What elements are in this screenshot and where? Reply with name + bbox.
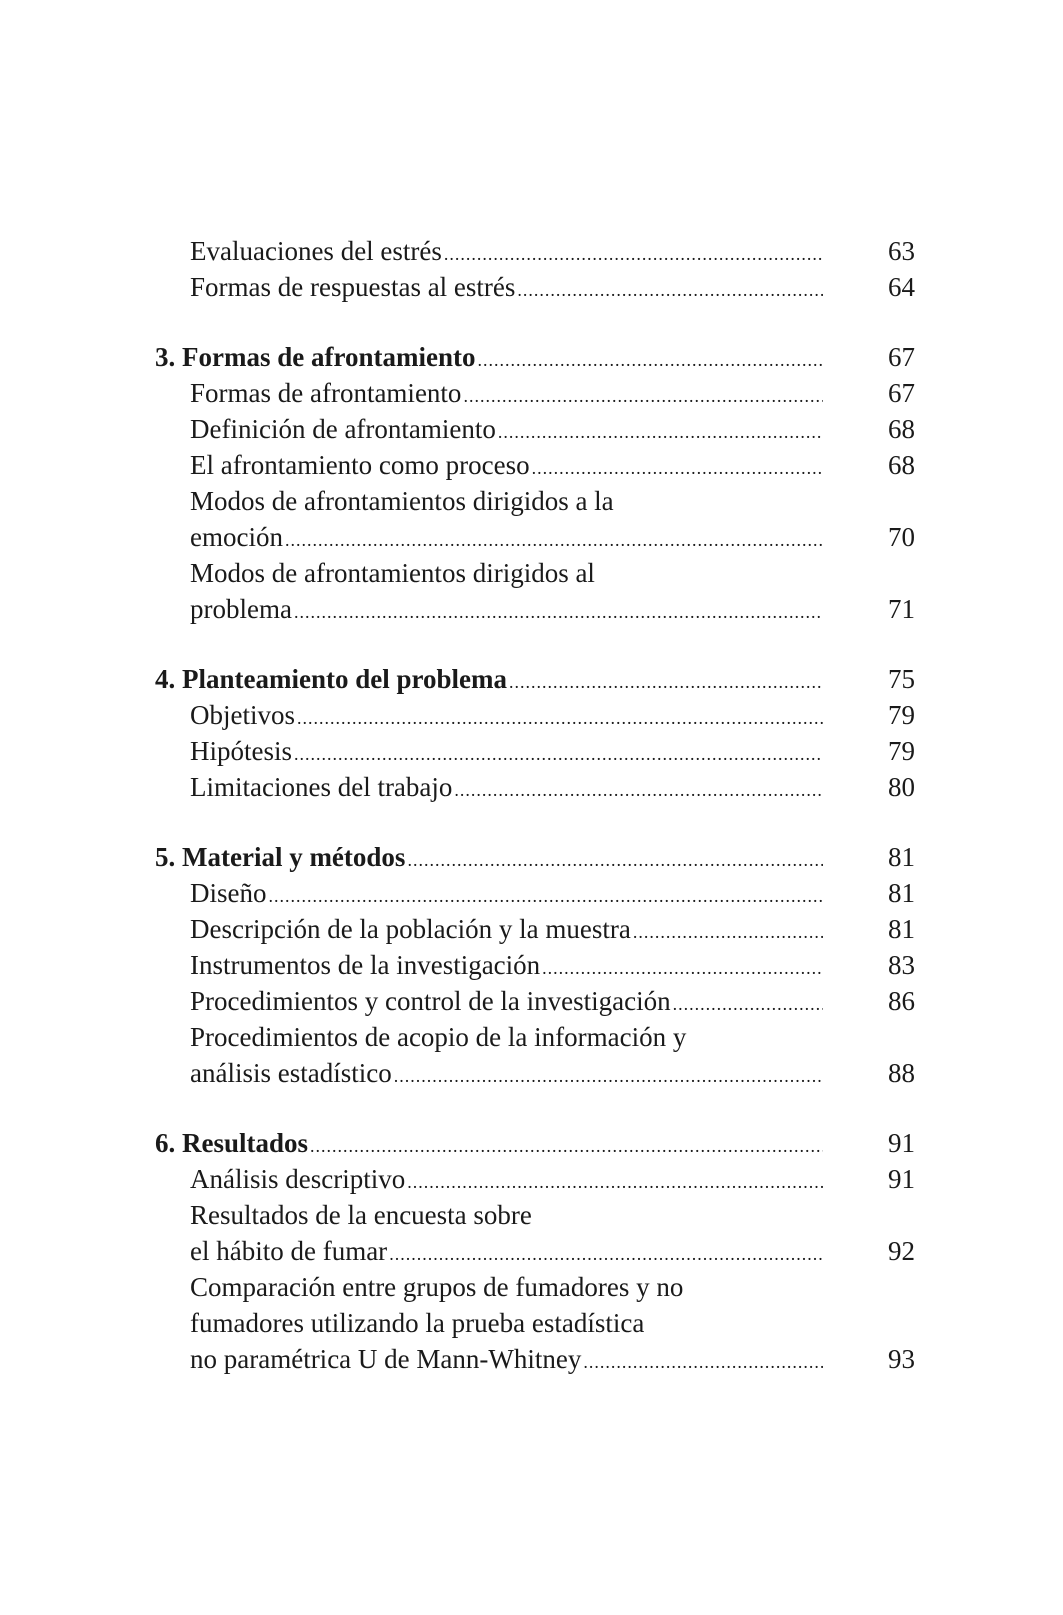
toc-entry-title: Diseño — [190, 878, 267, 908]
dot-leader — [454, 772, 823, 808]
toc-entry-title: Instrumentos de la investigación — [190, 950, 541, 980]
dot-leader — [294, 594, 823, 630]
toc-page-number: 91 — [888, 1128, 915, 1158]
toc-entry-title-area — [155, 1233, 823, 1272]
toc-entry-title-area — [155, 733, 823, 772]
toc-page-number: 91 — [888, 1164, 915, 1194]
toc-entry-title-area — [155, 375, 823, 414]
dot-leader — [394, 1058, 823, 1094]
toc-section-entry[interactable] — [155, 1233, 915, 1269]
toc-entry-title-area — [155, 519, 823, 558]
toc-entry-title-area — [155, 697, 823, 736]
toc-entry-title: no paramétrica U de Mann-Whitney — [190, 1344, 582, 1374]
toc-page-number: 81 — [888, 878, 915, 908]
toc-chapter-entry[interactable] — [155, 661, 915, 697]
toc-entry-title-area — [155, 1125, 823, 1164]
toc-entry-title: Procedimientos y control de la investigación — [190, 986, 671, 1016]
toc-entry-title: emoción — [190, 522, 283, 552]
toc-entry-title-area — [155, 233, 823, 272]
toc-section-entry[interactable] — [155, 733, 915, 769]
toc-entry-title: el hábito de fumar — [190, 1236, 388, 1266]
toc-entry-title-area — [155, 339, 823, 378]
toc-page-number: 86 — [888, 986, 915, 1016]
dot-leader — [509, 664, 823, 700]
toc-section-entry[interactable] — [155, 591, 915, 627]
toc-entry-title-area — [155, 983, 823, 1022]
toc-entry-title: Definición de afrontamiento — [190, 414, 496, 444]
toc-section-entry[interactable] — [155, 411, 915, 447]
toc-chapter-entry[interactable] — [155, 839, 915, 875]
toc-section-entry[interactable] — [155, 1161, 915, 1197]
toc-page-number: 67 — [888, 342, 915, 372]
dot-leader — [673, 986, 823, 1022]
section-spacer — [155, 305, 915, 339]
toc-entry-continued-text: fumadores utilizando la prueba estadística — [190, 1308, 645, 1338]
toc-page-number: 63 — [888, 236, 915, 266]
toc-page-number: 68 — [888, 414, 915, 444]
dot-leader — [477, 342, 823, 378]
dot-leader — [583, 1344, 823, 1380]
dot-leader — [542, 950, 823, 986]
toc-entry-title-area — [155, 769, 823, 808]
dot-leader — [407, 1164, 823, 1200]
toc-entry-title: Limitaciones del trabajo — [190, 772, 453, 802]
dot-leader — [269, 878, 824, 914]
toc-page-number: 79 — [888, 736, 915, 766]
toc-entry-title: Formas de afrontamiento — [190, 378, 462, 408]
toc-entry-title: Objetivos — [190, 700, 295, 730]
toc-section-entry[interactable] — [155, 447, 915, 483]
dot-leader — [310, 1128, 823, 1164]
toc-section-entry[interactable] — [155, 983, 915, 1019]
dot-leader — [463, 378, 823, 414]
toc-section-entry[interactable] — [155, 1341, 915, 1377]
toc-section-entry[interactable] — [155, 375, 915, 411]
toc-chapter-entry[interactable] — [155, 339, 915, 375]
toc-page-number: 70 — [888, 522, 915, 552]
toc-section-entry[interactable] — [155, 911, 915, 947]
toc-entry-title-area — [155, 911, 823, 950]
toc-entry-title: 5. Material y métodos — [155, 842, 406, 872]
toc-page-number: 83 — [888, 950, 915, 980]
toc-entry-title: análisis estadístico — [190, 1058, 392, 1088]
toc-page-number: 67 — [888, 378, 915, 408]
dot-leader — [517, 272, 823, 308]
section-spacer — [155, 1091, 915, 1125]
toc-section-entry[interactable] — [155, 269, 915, 305]
toc-entry-title: problema — [190, 594, 292, 624]
dot-leader — [285, 522, 823, 558]
toc-entry-continued-text: Procedimientos de acopio de la información y — [190, 1022, 687, 1052]
toc-page-number: 64 — [888, 272, 915, 302]
toc-entry-title: Análisis descriptivo — [190, 1164, 406, 1194]
toc-section-entry[interactable] — [155, 947, 915, 983]
toc-entry-title: 3. Formas de afrontamiento — [155, 342, 476, 372]
dot-leader — [297, 700, 823, 736]
toc-page-number: 92 — [888, 1236, 915, 1266]
toc-page-number: 71 — [888, 594, 915, 624]
toc-chapter-entry[interactable] — [155, 1125, 915, 1161]
toc-entry-title-area — [155, 1161, 823, 1200]
dot-leader — [407, 842, 823, 878]
toc-entry-title-area — [155, 947, 823, 986]
toc-entry-title-area — [155, 411, 823, 450]
toc-page-number: 81 — [888, 914, 915, 944]
toc-entry-continued-text: Modos de afrontamientos dirigidos al — [190, 558, 595, 588]
dot-leader — [498, 414, 823, 450]
toc-entry-title: Descripción de la población y la muestra — [190, 914, 631, 944]
toc-section-entry[interactable] — [155, 233, 915, 269]
dot-leader — [294, 736, 823, 772]
toc-entry-title: 6. Resultados — [155, 1128, 309, 1158]
toc-entry-title-area — [155, 875, 823, 914]
toc-page-number: 88 — [888, 1058, 915, 1088]
dot-leader — [532, 450, 823, 486]
toc-entry-title-area — [155, 269, 823, 308]
toc-entry-continued-text: Comparación entre grupos de fumadores y no — [190, 1272, 684, 1302]
toc-entry-title-area — [155, 591, 823, 630]
toc-entry-title-area — [155, 447, 823, 486]
toc-entry-title-area — [155, 1341, 823, 1380]
toc-entry-title-area — [155, 839, 823, 878]
table-of-contents — [155, 233, 915, 1377]
toc-section-entry[interactable] — [155, 769, 915, 805]
toc-page-number: 80 — [888, 772, 915, 802]
toc-entry-title: El afrontamiento como proceso — [190, 450, 530, 480]
dot-leader — [633, 914, 823, 950]
section-spacer — [155, 627, 915, 661]
toc-page-number: 68 — [888, 450, 915, 480]
toc-entry-title: 4. Planteamiento del problema — [155, 664, 507, 694]
dot-leader — [389, 1236, 823, 1272]
toc-entry-continued-text: Modos de afrontamientos dirigidos a la — [190, 486, 614, 516]
toc-entry-continued-text: Resultados de la encuesta sobre — [190, 1200, 532, 1230]
toc-section-entry[interactable] — [155, 697, 915, 733]
toc-entry-title: Formas de respuestas al estrés — [190, 272, 516, 302]
toc-section-entry[interactable] — [155, 519, 915, 555]
toc-section-entry[interactable] — [155, 1055, 915, 1091]
toc-page-number: 81 — [888, 842, 915, 872]
section-spacer — [155, 805, 915, 839]
toc-entry-title: Hipótesis — [190, 736, 293, 766]
toc-entry-title-area — [155, 1055, 823, 1094]
toc-entry-title: Evaluaciones del estrés — [190, 236, 442, 266]
toc-section-entry[interactable] — [155, 875, 915, 911]
toc-page-number: 79 — [888, 700, 915, 730]
toc-page-number: 93 — [888, 1344, 915, 1374]
toc-page-number: 75 — [888, 664, 915, 694]
toc-entry-title-area — [155, 661, 823, 700]
dot-leader — [444, 236, 823, 272]
